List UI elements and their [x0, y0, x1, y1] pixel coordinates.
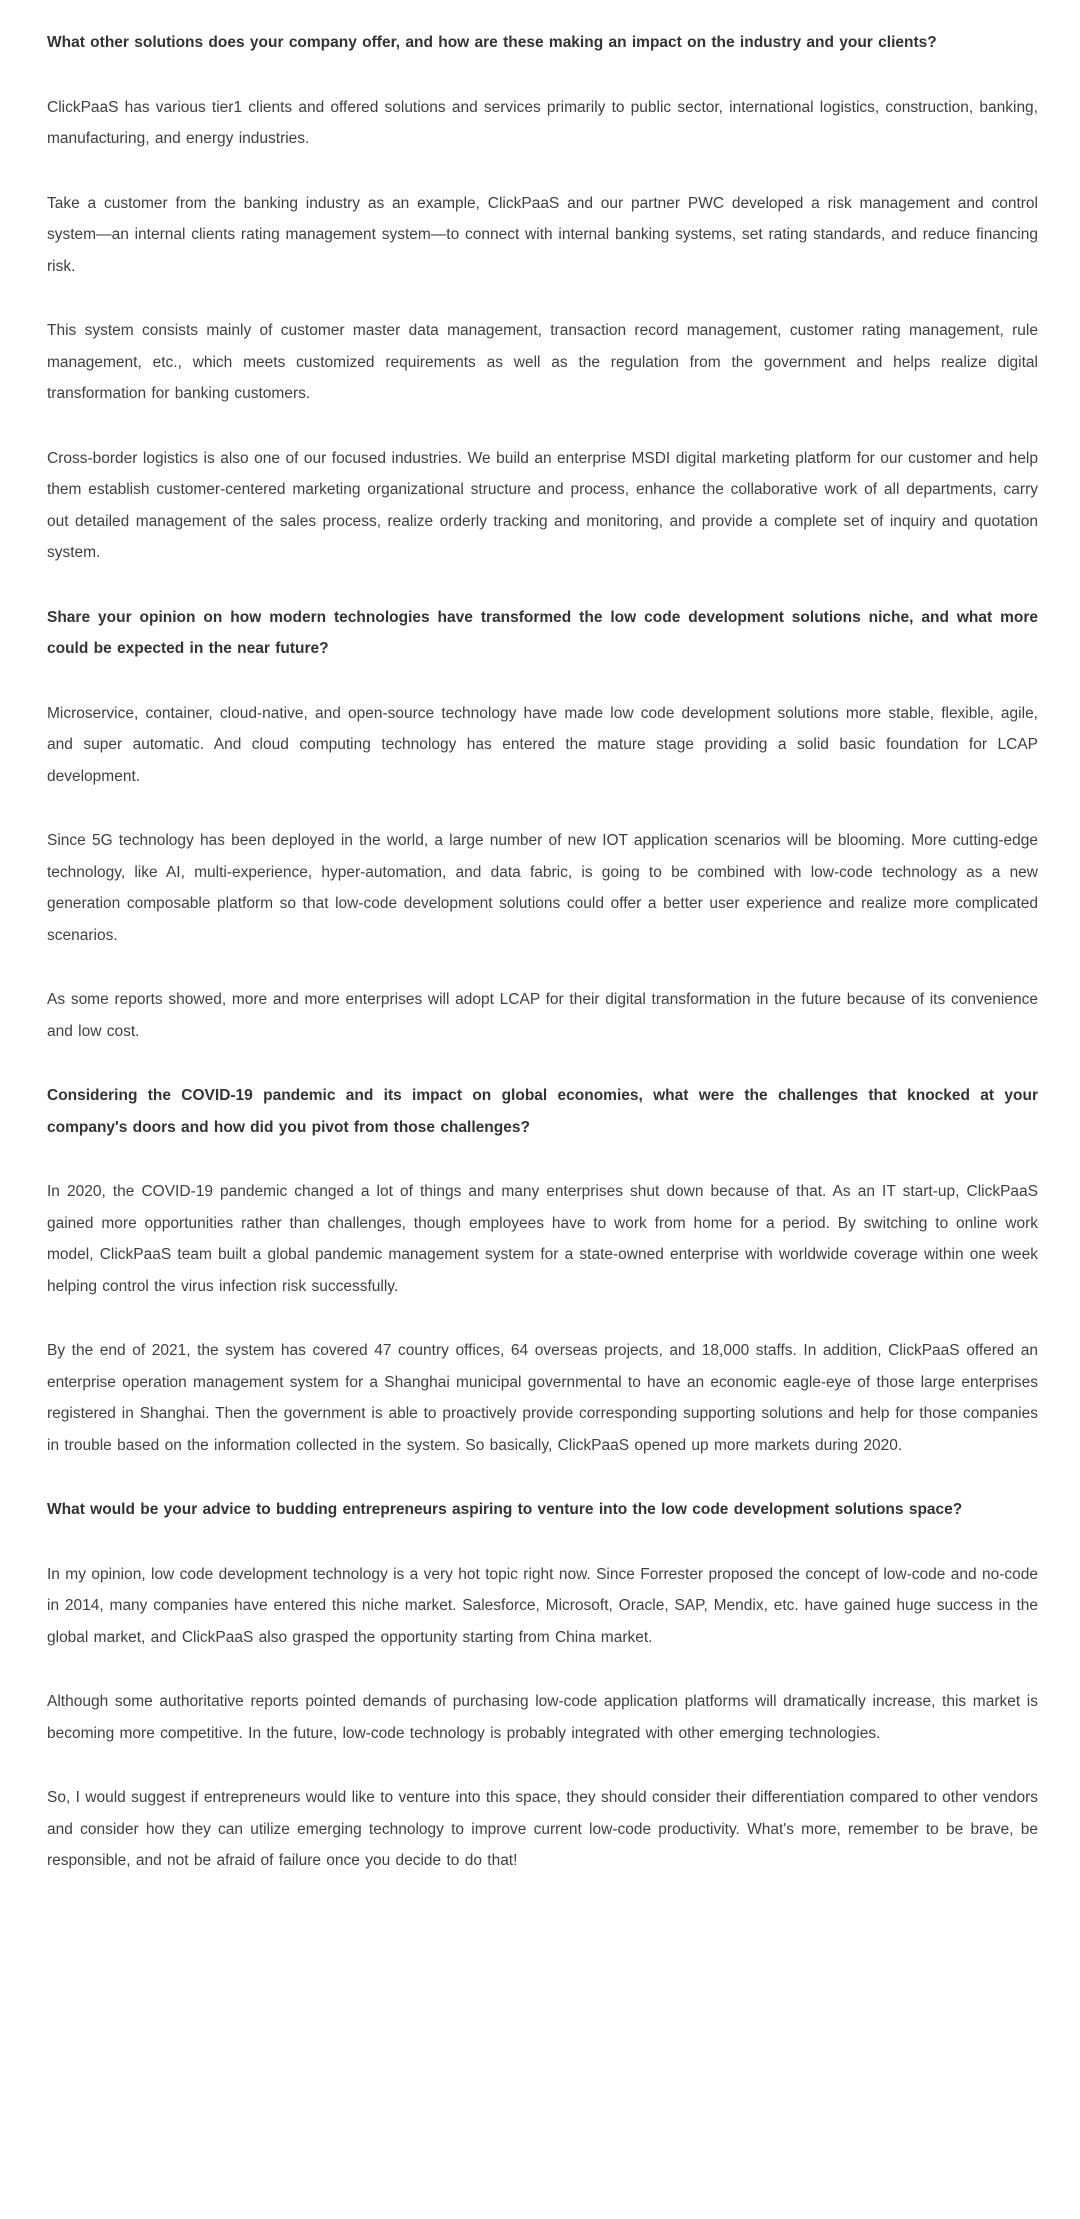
answer-paragraph: Since 5G technology has been deployed in the world, a large number of new IOT application scenarios will be blooming. More cutting-edge technology, like AI, multi-experience, hyper-automation, and data fabric, is going to be combined with low-code technology as a new generation composable platform so that low-code development solutions could offer a better user experience and realize more complicated scenarios.: [47, 832, 1038, 944]
question-heading: What other solutions does your company offer, and how are these making an impact on the industry and your clients?: [47, 34, 937, 51]
answer-paragraph: So, I would suggest if entrepreneurs would like to venture into this space, they should consider their differentiation compared to other vendors and consider how they can utilize emerging technology to improve current low-code productivity. What's more, remember to be brave, be responsible, and not be afraid of failure once you decide to do that!: [47, 1789, 1038, 1869]
answer-paragraph: This system consists mainly of customer master data management, transaction record management, customer rating management, rule management, etc., which meets customized requirements as well as the regulation from the government and helps realize digital transformation for banking customers.: [47, 322, 1038, 402]
question-heading: What would be your advice to budding entrepreneurs aspiring to venture into the low code development solutions space?: [47, 1501, 963, 1518]
answer-paragraph: Although some authoritative reports pointed demands of purchasing low-code application platforms will dramatically increase, this market is becoming more competitive. In the future, low-code technology is probably integrated with other emerging technologies.: [47, 1693, 1038, 1742]
answer-paragraph: As some reports showed, more and more enterprises will adopt LCAP for their digital transformation in the future because of its convenience and low cost.: [47, 991, 1038, 1040]
answer-paragraph: Microservice, container, cloud-native, and open-source technology have made low code development solutions more stable, flexible, agile, and super automatic. And cloud computing technology has entered the mature stage providing a solid basic foundation for LCAP development.: [47, 704, 1038, 785]
answer-paragraph: ClickPaaS has various tier1 clients and offered solutions and services primarily to public sector, international logistics, construction, banking, manufacturing, and energy industries.: [47, 98, 1038, 147]
article-body: [47, 27, 1038, 1877]
answer-paragraph: By the end of 2021, the system has covered 47 country offices, 64 overseas projects, and 18,000 staffs. In addition, ClickPaaS offered an enterprise operation management system for a Shanghai municipal governmental to have an economic eagle-eye of those large enterprises registered in Shanghai. Then the government is able to proactively provide corresponding supporting solutions and help for those companies in trouble based on the information collected in the system. So basically, ClickPaaS opened up more markets during 2020.: [47, 1342, 1038, 1454]
answer-paragraph: In my opinion, low code development technology is a very hot topic right now. Since Forrester proposed the concept of low-code and no-code in 2014, many companies have entered this niche market. Salesforce, Microsoft, Oracle, SAP, Mendix, etc. have gained huge success in the global market, and ClickPaaS also grasped the opportunity starting from China market.: [47, 1565, 1038, 1646]
answer-paragraph: Cross-border logistics is also one of our focused industries. We build an enterprise MSDI digital marketing platform for our customer and help them establish customer-centered marketing organizational structure and process, enhance the collaborative work of all departments, carry out detailed management of the sales process, realize orderly tracking and monitoring, and provide a complete set of inquiry and quotation system.: [47, 449, 1038, 561]
answer-paragraph: In 2020, the COVID-19 pandemic changed a lot of things and many enterprises shut down because of that. As an IT start-up, ClickPaaS gained more opportunities rather than challenges, though employees have to work from home for a period. By switching to online work model, ClickPaaS team built a global pandemic management system for a state-owned enterprise with worldwide coverage within one week helping control the virus infection risk successfully.: [47, 1183, 1038, 1295]
answer-paragraph: Take a customer from the banking industry as an example, ClickPaaS and our partner PWC developed a risk management and control system—an internal clients rating management system—to connect with internal banking systems, set rating standards, and reduce financing risk.: [47, 194, 1038, 275]
question-heading: Considering the COVID-19 pandemic and its impact on global economies, what were the challenges that knocked at your company's doors and how did you pivot from those challenges?: [47, 1087, 1038, 1136]
question-heading: Share your opinion on how modern technologies have transformed the low code development solutions niche, and what more could be expected in the near future?: [47, 608, 1038, 657]
